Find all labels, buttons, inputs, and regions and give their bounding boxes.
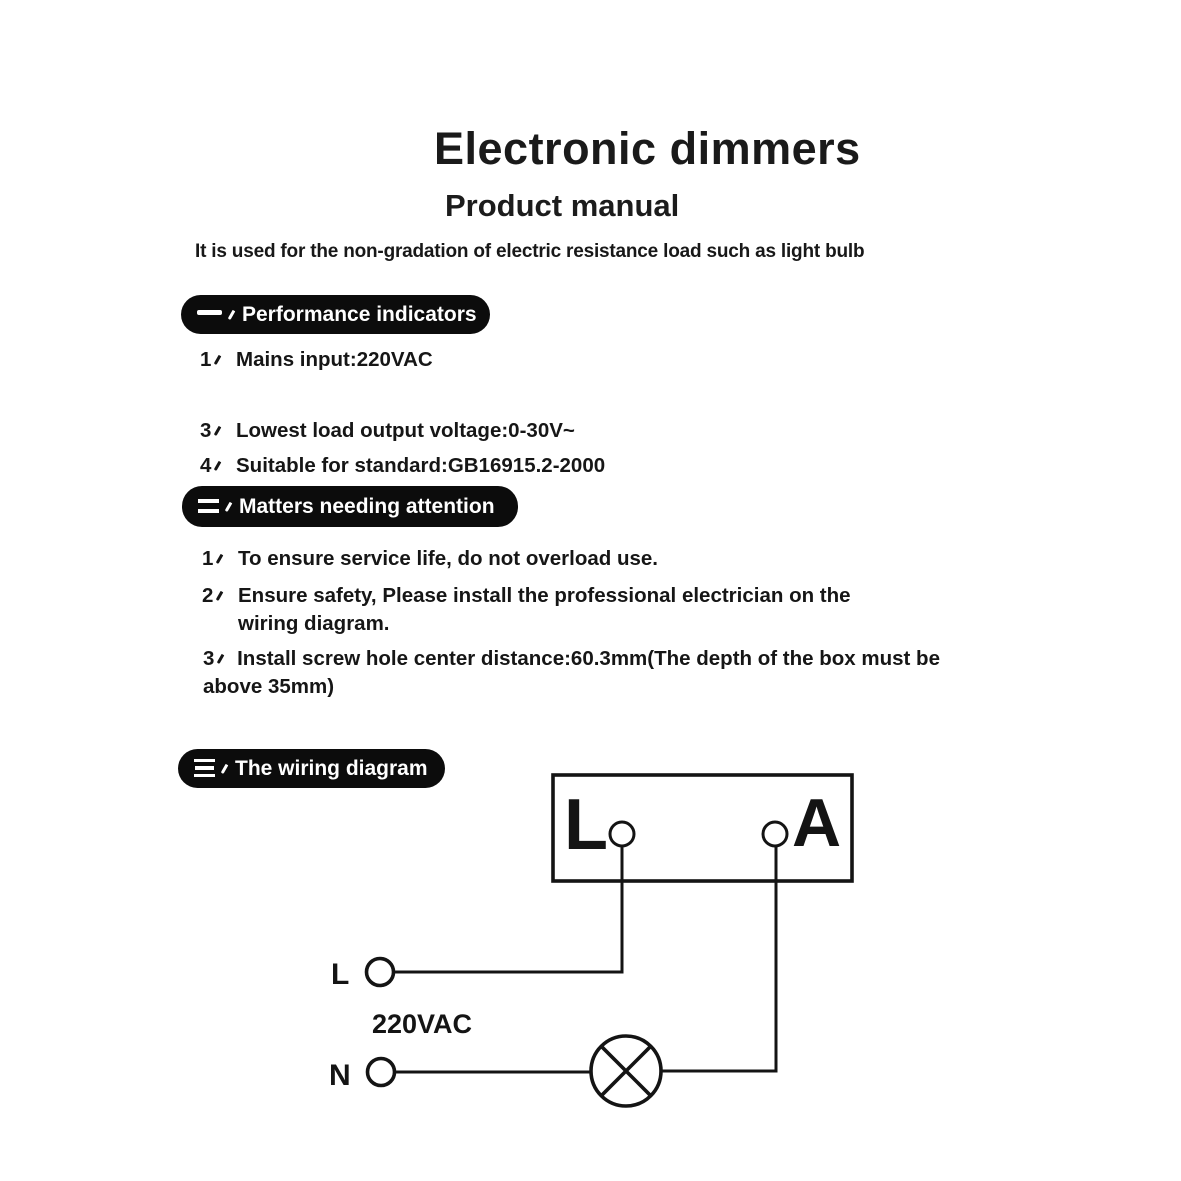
lamp-icon (591, 1036, 661, 1106)
item-number: 2 (202, 582, 238, 610)
live-label: L (331, 958, 350, 991)
item-number: 1 (202, 545, 238, 573)
item-text: Install screw hole center distance:60.3mm(The depth of the box must be above 35mm) (203, 647, 940, 698)
supply-voltage-label: 220VAC (372, 1009, 473, 1039)
load-wire (661, 834, 776, 1071)
live-terminal-circle (367, 959, 394, 986)
badge-label: Performance indicators (197, 303, 477, 327)
terminal-a-circle (763, 822, 787, 846)
page-title: Electronic dimmers (434, 123, 861, 174)
item-number: 3 (200, 417, 236, 445)
item-number: 4 (200, 452, 236, 480)
neutral-label: N (329, 1059, 351, 1092)
dimmer-terminal-left-label: L (564, 785, 608, 865)
item-text: To ensure service life, do not overload use. (238, 547, 658, 570)
dimmer-terminal-right-label: A (792, 785, 842, 861)
tagline: It is used for the non-gradation of electric resistance load such as light bulb (195, 241, 865, 262)
terminal-l-circle (610, 822, 634, 846)
badge-label: The wiring diagram (194, 757, 428, 781)
item-number: 3 (203, 647, 231, 670)
item-text: Lowest load output voltage:0-30V~ (236, 419, 575, 442)
item-text: Ensure safety, Please install the professional electrician on the wiring diagram. (238, 584, 851, 635)
page-subtitle: Product manual (445, 188, 680, 223)
item-text: Suitable for standard:GB16915.2-2000 (236, 454, 606, 477)
badge-label: Matters needing attention (198, 495, 495, 519)
item-number: 1 (200, 346, 236, 374)
neutral-terminal-circle (368, 1059, 395, 1086)
item-text: Mains input:220VAC (236, 348, 433, 371)
